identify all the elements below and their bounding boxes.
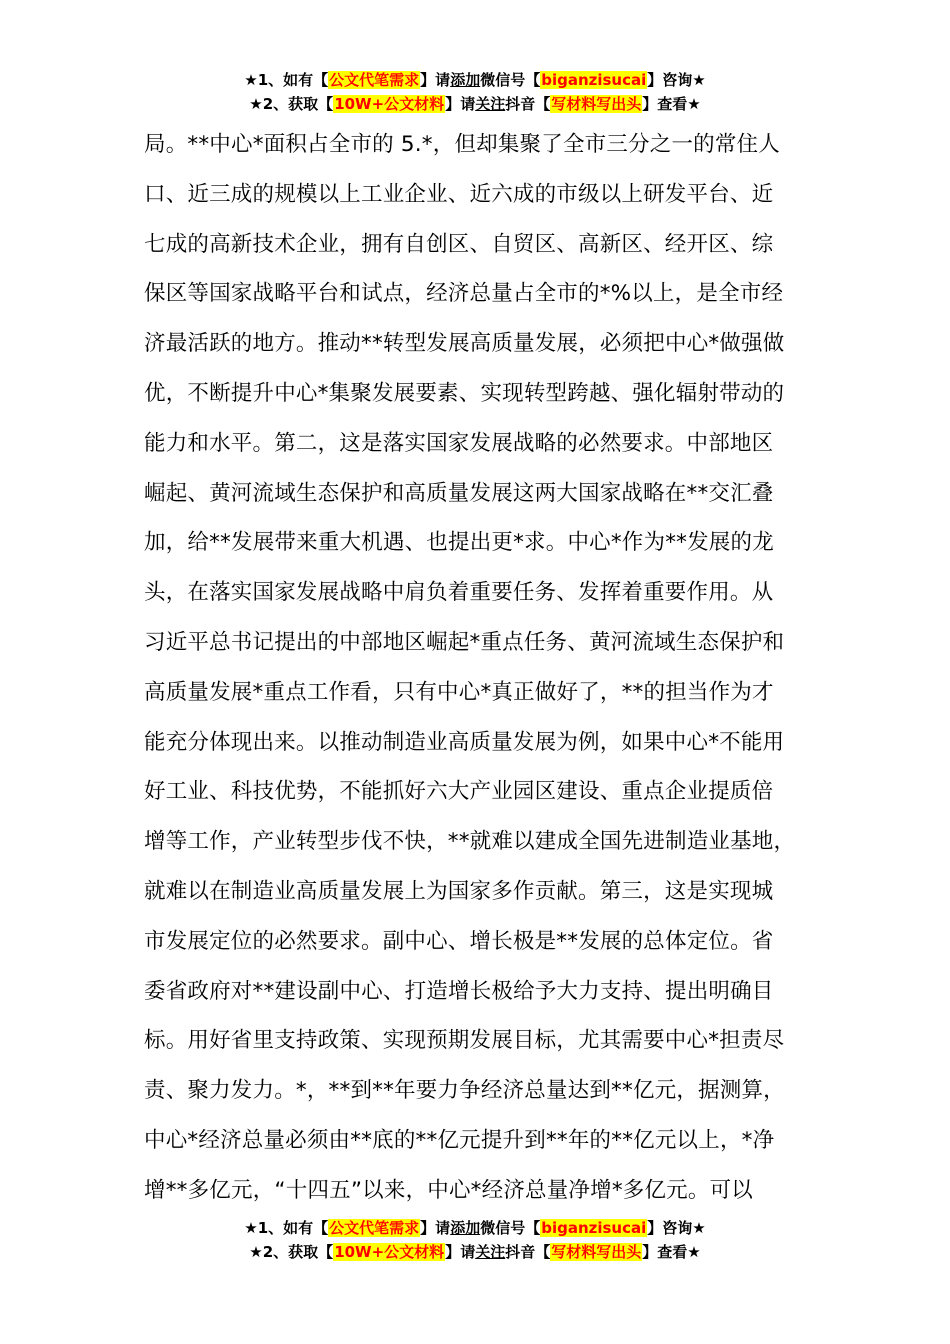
body-line: 增**多亿元，“十四五”以来，中心*经济总量净增*多亿元。可以 — [144, 1177, 753, 1203]
footer-highlight-materials: 10W+公文材料 — [334, 1243, 445, 1261]
document-body — [144, 120, 834, 1216]
body-line: 头，在落实国家发展战略中肩负着重要任务、发挥着重要作用。从 — [144, 580, 774, 606]
body-line: 就难以在制造业高质量发展上为国家多作贡献。第三，这是实现城 — [144, 878, 774, 904]
body-line: 济最活跃的地方。推动**转型发展高质量发展，必须把中心*做强做 — [144, 331, 785, 357]
body-line: 好工业、科技优势，不能抓好六大产业园区建设、重点企业提质倍 — [144, 779, 774, 805]
header-highlight-douyin: 写材料写出头 — [551, 95, 642, 113]
body-line: 口、近三成的规模以上工业企业、近六成的市级以上研发平台、近 — [144, 181, 774, 207]
header-highlight-materials: 10W+公文材料 — [334, 95, 445, 113]
body-line: 增等工作，产业转型步伐不快，**就难以建成全国先进制造业基地， — [144, 829, 796, 855]
header-banner — [0, 68, 950, 116]
footer-banner-line-2: ★2、获取【10W+公文材料】请关注抖音【写材料写出头】查看★ — [249, 1243, 701, 1261]
body-line: 加，给**发展带来重大机遇、也提出更*求。中心*作为**发展的龙 — [144, 530, 774, 556]
footer-highlight-douyin: 写材料写出头 — [551, 1243, 642, 1261]
footer-emphasis-follow: 关注 — [475, 1243, 506, 1261]
body-line: 崛起、黄河流域生态保护和高质量发展这两大国家战略在**交汇叠 — [144, 480, 774, 506]
footer-highlight-service: 公文代笔需求 — [329, 1219, 420, 1237]
header-highlight-service: 公文代笔需求 — [329, 71, 420, 89]
header-banner-line-2: ★2、获取【10W+公文材料】请关注抖音【写材料写出头】查看★ — [249, 95, 701, 113]
body-line: 保区等国家战略平台和试点，经济总量占全市的*%以上，是全市经 — [144, 281, 784, 307]
body-line: 中心*经济总量必须由**底的**亿元提升到**年的**亿元以上，*净 — [144, 1127, 775, 1153]
body-line: 优，不断提升中心*集聚发展要素、实现转型跨越、强化辐射带动的 — [144, 380, 785, 406]
body-line: 能力和水平。第二，这是落实国家发展战略的必然要求。中部地区 — [144, 430, 774, 456]
body-line: 市发展定位的必然要求。副中心、增长极是**发展的总体定位。省 — [144, 928, 774, 954]
header-emphasis-follow: 关注 — [475, 95, 506, 113]
footer-banner — [0, 1216, 950, 1264]
footer-highlight-wechat-id: biganzisucai — [541, 1219, 647, 1237]
header-banner-line-1: ★1、如有【公文代笔需求】请添加微信号【biganzisucai】咨询★ — [244, 71, 706, 89]
body-line: 习近平总书记提出的中部地区崛起*重点任务、黄河流域生态保护和 — [144, 629, 785, 655]
body-line: 局。**中心*面积占全市的 5.*，但却集聚了全市三分之一的常住人 — [144, 132, 780, 157]
header-emphasis-add: 添加 — [450, 71, 481, 89]
body-line: 能充分体现出来。以推动制造业高质量发展为例，如果中心*不能用 — [144, 729, 785, 755]
body-line: 高质量发展*重点工作看，只有中心*真正做好了，**的担当作为才 — [144, 679, 774, 705]
footer-emphasis-add: 添加 — [450, 1219, 481, 1237]
body-line: 七成的高新技术企业，拥有自创区、自贸区、高新区、经开区、综 — [144, 231, 774, 257]
header-highlight-wechat-id: biganzisucai — [541, 71, 647, 89]
body-line: 委省政府对**建设副中心、打造增长极给予大力支持、提出明确目 — [144, 978, 774, 1004]
body-line: 责、聚力发力。*，**到**年要力争经济总量达到**亿元，据测算， — [144, 1078, 785, 1104]
footer-banner-line-1: ★1、如有【公文代笔需求】请添加微信号【biganzisucai】咨询★ — [244, 1219, 706, 1237]
body-line: 标。用好省里支持政策、实现预期发展目标，尤其需要中心*担责尽 — [144, 1028, 785, 1054]
